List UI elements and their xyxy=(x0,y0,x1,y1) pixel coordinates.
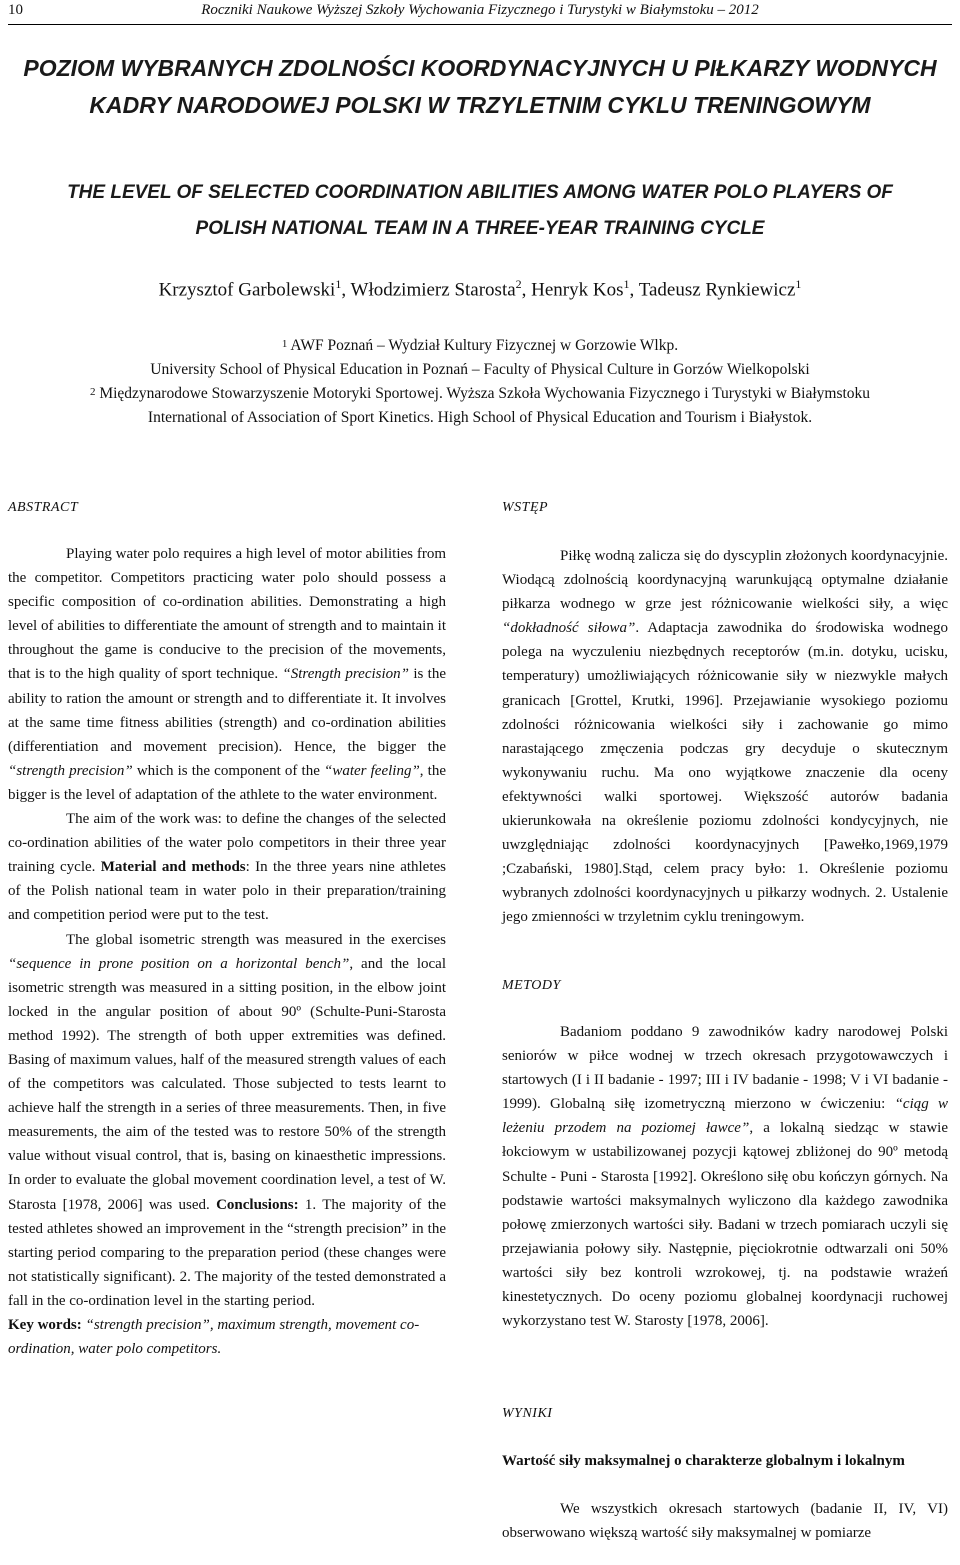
wyniki-subheading: Wartość siły maksymalnej o charakterze globalnym i lokalnym xyxy=(502,1453,905,1469)
abstract-paragraph: The global isometric strength was measured in the exercises “sequence in prone position on a horizontal bench”, and the local isometric strength was measured in a sitting position, in the elbow joint locked in the angular position of about 90º (Schulte-Puni-Starosta method 1992). The strength of both upper extremities was defined. Basing of maximum values, half of the measured strength values of each of the competitors was calculated. Those subjected to tests learnt to achieve half the strength in a series of three measurements. Then, in five measurements, the aim of the tested was to restore 50% of the strength value without visual control, that is, basing on kinaesthetic impressions. In order to evaluate the global movement coordination level, a test of W. Starosta [1978, 2006] was used. Conclusions: 1. The majority of the tested athletes showed an improvement in the “strength precision” in the starting period comparing to the preparation period (these changes were not statistically significant). 2. The majority of the tested demonstrated a fall in the co-ordination level in the starting period. xyxy=(8,931,447,1309)
affiliations xyxy=(0,334,960,430)
metody-paragraph: Badaniom poddano 9 zawodników kadry narodowej Polski seniorów w piłce wodnej w trzech okresach przygotowawczych i startowych (I i II badanie - 1997; III i IV badanie - 1998; V i VI badanie - 1999). Globalną siłę izometryczną mierzono w ćwiczeniu: “ciąg w leżeniu przodem na poziomej ławce”, a lokalną siedząc w stawie łokciowym w ustabilizowanej pozycji kątowej zbliżonej do 90º metodą Schulte - Puni - Starosta [1992]. Określono siłę obu kończyn górnych. Na podstawie wartości maksymalnych wyliczono dla każdego zawodnika połowę zmierzonych wartości siły. Badani w trzech pomiarach uczyli się przejawiania połowy siły. Następnie, pięciokrotnie odtwarzali oni 50% wartości siły bez kontroli wzrokowej, tj. na podstawie wrażeń kinestetycznych. Do oceny poziomu globalnej koordynacji ruchowej wykorzystano test W. Starosty [1978, 2006]. xyxy=(502,1024,949,1330)
header-rule xyxy=(8,24,952,25)
wyniki-paragraph: We wszystkich okresach startowych (badanie II, IV, VI) obserwowano większą wartość siły maksymalnej w pomiarze xyxy=(502,1501,948,1542)
author-affiliation-mark: 2 xyxy=(515,277,522,291)
title-english-line1: THE LEVEL OF SELECTED COORDINATION ABILITIES AMONG WATER POLO PLAYERS OF xyxy=(67,182,893,203)
author-name: Henryk Kos xyxy=(531,279,624,301)
journal-name: Roczniki Naukowe Wyższej Szkoły Wychowania Fizycznego i Turystyki w Białymstoku – 2012 xyxy=(201,2,759,18)
affiliation-1-en: University School of Physical Education in Poznań – Faculty of Physical Culture in Gorzów Wielkopolski xyxy=(150,361,810,378)
wyniki-heading: WYNIKI xyxy=(502,1406,553,1421)
author-separator: , xyxy=(521,279,532,301)
author-name: Włodzimierz Starosta xyxy=(350,279,516,301)
wstep-heading: WSTĘP xyxy=(502,500,549,515)
author-name: Krzysztof Garbolewski xyxy=(158,279,336,301)
author-affiliation-mark: 1 xyxy=(795,277,802,291)
author-affiliation-mark: 1 xyxy=(335,277,342,291)
affiliation-2-en: International of Association of Sport Kinetics. High School of Physical Education and Tourism i Białystok. xyxy=(147,409,813,426)
abstract-paragraph: The aim of the work was: to define the changes of the selected co-ordination abilities of the water polo competitors in their three year training cycle. Material and methods: In the three years nine athletes of the Polish national team in water polo in their preparation/training and competition period were put to the test. xyxy=(8,811,447,924)
title-polish-line2: KADRY NARODOWEJ POLSKI W TRZYLETNIM CYKLU TRENINGOWYM xyxy=(89,92,871,118)
wstep-column xyxy=(502,544,948,930)
running-header xyxy=(8,0,952,22)
affiliation-1-pl xyxy=(0,334,960,358)
wstep-paragraph: Piłkę wodną zalicza się do dyscyplin złożonych koordynacyjnie. Wiodącą zdolnością koordynacyjną warunkującą optymalne działanie piłkarza wodnego w grze jest różnicowanie wielkości siły, a więc “dokładność siłowa”. Adaptacja zawodnika do środowiska wodnego polega na wyczuleniu niezbędnych receptorów (m.in. dotyku, ucisku, temperatury) umożliwiających różnicowanie siły w niezwykle małych granicach [Grottel, Krutki, 1996]. Przejawianie wysokiego poziomu zdolności różnicowania wielkości siły i zachowanie go mimo narastającego zmęczenia podczas gry decyduje o skutecznym wykonywaniu ruchu. Ma ono wyjątkowe znaczenie dla oceny efektywności walki sportowej. Większość autorów badania ukierunkowała na określenie poziomu zdolności kondycyjnych, nie uwzględniając zdolności koordynacyjnych [Pawełko,1969,1979 ;Czabański, 1980].Stąd, celem pracy było: 1. Określenie poziomu wybranych zdolności koordynacyjnych u piłkarzy wodnych. 2. Ustalenie jego zmienności w trzyletnim cyklu treningowym. xyxy=(502,548,949,926)
metody-heading: METODY xyxy=(502,978,561,993)
author-affiliation-mark: 1 xyxy=(623,277,630,291)
author-name: Tadeusz Rynkiewicz xyxy=(638,279,796,301)
abstract-paragraph: Playing water polo requires a high level of motor abilities from the competitor. Competitors practicing water polo should possess a specific composition of co-ordination abilities. Demonstrating a high level of abilities to differentiate the amount of strength and to maintain it throughout the game is conducive to the precision of the movements, that is to the high quality of sport technique. “Strength precision” is the ability to ration the amount or strength and to differentiate it. It involves at the same time fitness abilities (strength) and co-ordination abilities (differentiation and movement precision). Hence, the bigger the “strength precision” which is the component of the “water feeling”, the bigger is the level of adaptation of the athlete to the water environment. xyxy=(8,546,447,803)
page-number: 10 xyxy=(8,2,23,18)
wyniki-column xyxy=(502,1449,948,1545)
affiliation-text: AWF Poznań – Wydział Kultury Fizycznej w Gorzowie Wlkp. xyxy=(290,337,679,354)
abstract-column xyxy=(8,542,446,1361)
keywords: Key words: “strength precision”, maximum strength, movement co-ordination, water polo competitors. xyxy=(8,1317,420,1358)
abstract-heading: ABSTRACT xyxy=(8,500,79,515)
metody-column xyxy=(502,1020,948,1333)
title-english xyxy=(20,175,940,247)
title-english-line2: POLISH NATIONAL TEAM IN A THREE-YEAR TRAINING CYCLE xyxy=(195,218,765,239)
author-list xyxy=(0,277,960,301)
affiliation-mark: 2 xyxy=(89,386,96,398)
title-polish xyxy=(20,50,940,124)
affiliation-text: Międzynarodowe Stowarzyszenie Motoryki Sportowej. Wyższa Szkoła Wychowania Fizycznego i Turystyki w Białymstoku xyxy=(99,385,871,402)
author-separator: , xyxy=(629,279,639,301)
title-polish-line1: POZIOM WYBRANYCH ZDOLNOŚCI KOORDYNACYJNYCH U PIŁKARZY WODNYCH xyxy=(23,55,937,81)
author-separator: , xyxy=(341,279,351,301)
affiliation-mark: 1 xyxy=(281,338,288,350)
affiliation-2-pl xyxy=(0,382,960,406)
